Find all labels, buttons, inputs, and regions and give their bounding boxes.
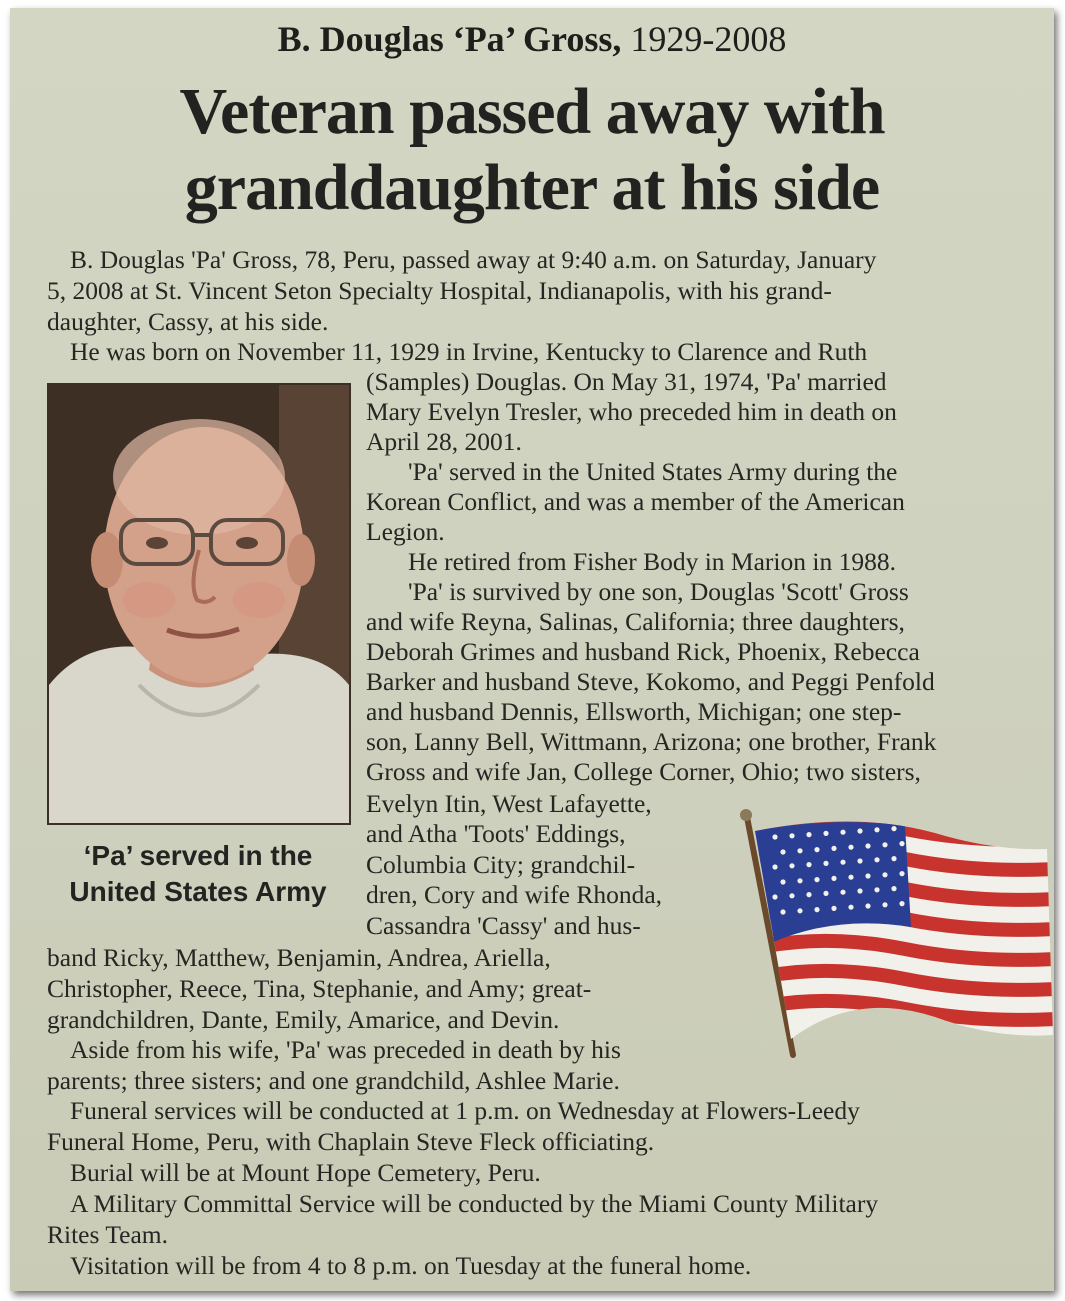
- body-line: and husband Dennis, Ellsworth, Michigan; one step-: [366, 697, 902, 726]
- flag-star: [823, 831, 828, 836]
- body-line: daughter, Cassy, at his side.: [47, 307, 329, 336]
- flag-star: [848, 905, 853, 910]
- flag-star: [891, 856, 896, 861]
- flag-star: [797, 848, 802, 853]
- flag-star: [780, 879, 785, 884]
- flag-star: [789, 833, 794, 838]
- flag-star: [874, 827, 879, 832]
- portrait-illustration: [49, 385, 349, 823]
- flag-star: [772, 894, 777, 899]
- body-line: Funeral services will be conducted at 1 p.m. on Wednesday at Flowers-Leedy: [70, 1096, 860, 1125]
- flag-star: [831, 906, 836, 911]
- kicker-name: B. Douglas ‘Pa’ Gross,: [277, 19, 622, 59]
- flag-star: [891, 886, 896, 891]
- flag-star: [772, 864, 777, 869]
- flag-star: [882, 842, 887, 847]
- flag-star: [865, 873, 870, 878]
- flag-star: [882, 872, 887, 877]
- flag-star: [823, 861, 828, 866]
- body-line: Aside from his wife, 'Pa' was preceded in death by his: [70, 1035, 621, 1064]
- body-line: Korean Conflict, and was a member of the American: [366, 487, 905, 516]
- flag-star: [874, 887, 879, 892]
- body-line: Gross and wife Jan, College Corner, Ohio; two sisters,: [366, 757, 921, 786]
- flag-star: [865, 843, 870, 848]
- flag-star: [857, 858, 862, 863]
- flag-star: [840, 830, 845, 835]
- flag-star: [848, 875, 853, 880]
- caption-line-1: ‘Pa’ served in the: [83, 840, 313, 871]
- body-line: Burial will be at Mount Hope Cemetery, Peru.: [70, 1158, 541, 1187]
- body-line: and wife Reyna, Salinas, California; three daughters,: [366, 607, 905, 636]
- photo-caption: [50, 838, 346, 910]
- flag-star: [840, 890, 845, 895]
- flag-star: [806, 892, 811, 897]
- body-line: grandchildren, Dante, Emily, Amarice, and Devin.: [47, 1005, 560, 1034]
- body-line: son, Lanny Bell, Wittmann, Arizona; one brother, Frank: [366, 727, 937, 756]
- flag-star: [848, 845, 853, 850]
- flag-star: [891, 826, 896, 831]
- headline-line-1: Veteran passed away with: [179, 75, 885, 148]
- flag-star: [772, 834, 777, 839]
- flag-star: [780, 909, 785, 914]
- body-line: Columbia City; grandchil-: [366, 850, 636, 879]
- flag-star: [857, 828, 862, 833]
- flag-star: [789, 893, 794, 898]
- body-line: Legion.: [366, 517, 445, 546]
- obituary-kicker: [10, 18, 1054, 60]
- headline-line-2: granddaughter at his side: [184, 151, 880, 224]
- flag-star: [899, 841, 904, 846]
- body-line: Cassandra 'Cassy' and hus-: [366, 911, 641, 940]
- flag-star: [797, 878, 802, 883]
- flag-star: [814, 847, 819, 852]
- caption-line-2: United States Army: [69, 876, 327, 907]
- flag-star: [899, 871, 904, 876]
- body-line: (Samples) Douglas. On May 31, 1974, 'Pa' married: [366, 367, 887, 396]
- body-line: and Atha 'Toots' Eddings,: [366, 819, 626, 848]
- flag-star: [780, 849, 785, 854]
- flag-star: [882, 902, 887, 907]
- flag-star: [874, 857, 879, 862]
- body-line: Barker and husband Steve, Kokomo, and Peggi Penfold: [366, 667, 935, 696]
- body-line: Evelyn Itin, West Lafayette,: [366, 789, 652, 818]
- body-line: band Ricky, Matthew, Benjamin, Andrea, Ariella,: [47, 943, 551, 972]
- body-line: 'Pa' served in the United States Army during the: [408, 457, 898, 486]
- flag-star: [806, 832, 811, 837]
- flag-star: [831, 846, 836, 851]
- flag-star: [806, 862, 811, 867]
- flag-star: [823, 891, 828, 896]
- newspaper-clipping: [10, 8, 1054, 1291]
- body-line: parents; three sisters; and one grandchild, Ashlee Marie.: [47, 1066, 620, 1095]
- flag-star: [857, 888, 862, 893]
- flag-star: [899, 901, 904, 906]
- flag-star: [865, 903, 870, 908]
- body-line: Mary Evelyn Tresler, who preceded him in death on: [366, 397, 897, 426]
- kicker-years: 1929-2008: [630, 19, 787, 59]
- american-flag-illustration: [735, 803, 1054, 1063]
- body-line: A Military Committal Service will be conducted by the Miami County Military: [70, 1189, 879, 1218]
- flag-star: [797, 908, 802, 913]
- portrait-photo: [47, 383, 351, 825]
- body-line: Rites Team.: [47, 1220, 168, 1249]
- body-line: He was born on November 11, 1929 in Irvine, Kentucky to Clarence and Ruth: [70, 337, 868, 366]
- body-line: Funeral Home, Peru, with Chaplain Steve Fleck officiating.: [47, 1127, 655, 1156]
- flag-star: [814, 877, 819, 882]
- body-line: Deborah Grimes and husband Rick, Phoenix, Rebecca: [366, 637, 920, 666]
- body-line: He retired from Fisher Body in Marion in 1988.: [408, 547, 896, 576]
- flag-star: [831, 876, 836, 881]
- body-line: Christopher, Reece, Tina, Stephanie, and Amy; great-: [47, 974, 592, 1003]
- body-line: dren, Cory and wife Rhonda,: [366, 880, 663, 909]
- flag-star: [789, 863, 794, 868]
- body-line: Visitation will be from 4 to 8 p.m. on Tuesday at the funeral home.: [70, 1251, 752, 1280]
- body-line: 'Pa' is survived by one son, Douglas 'Scott' Gross: [408, 577, 909, 606]
- body-line: April 28, 2001.: [366, 427, 522, 456]
- flag-star: [840, 860, 845, 865]
- flag-star: [814, 907, 819, 912]
- body-line: 5, 2008 at St. Vincent Seton Specialty Hospital, Indianapolis, with his grand-: [47, 276, 832, 305]
- body-line: B. Douglas 'Pa' Gross, 78, Peru, passed away at 9:40 a.m. on Saturday, January: [70, 245, 877, 274]
